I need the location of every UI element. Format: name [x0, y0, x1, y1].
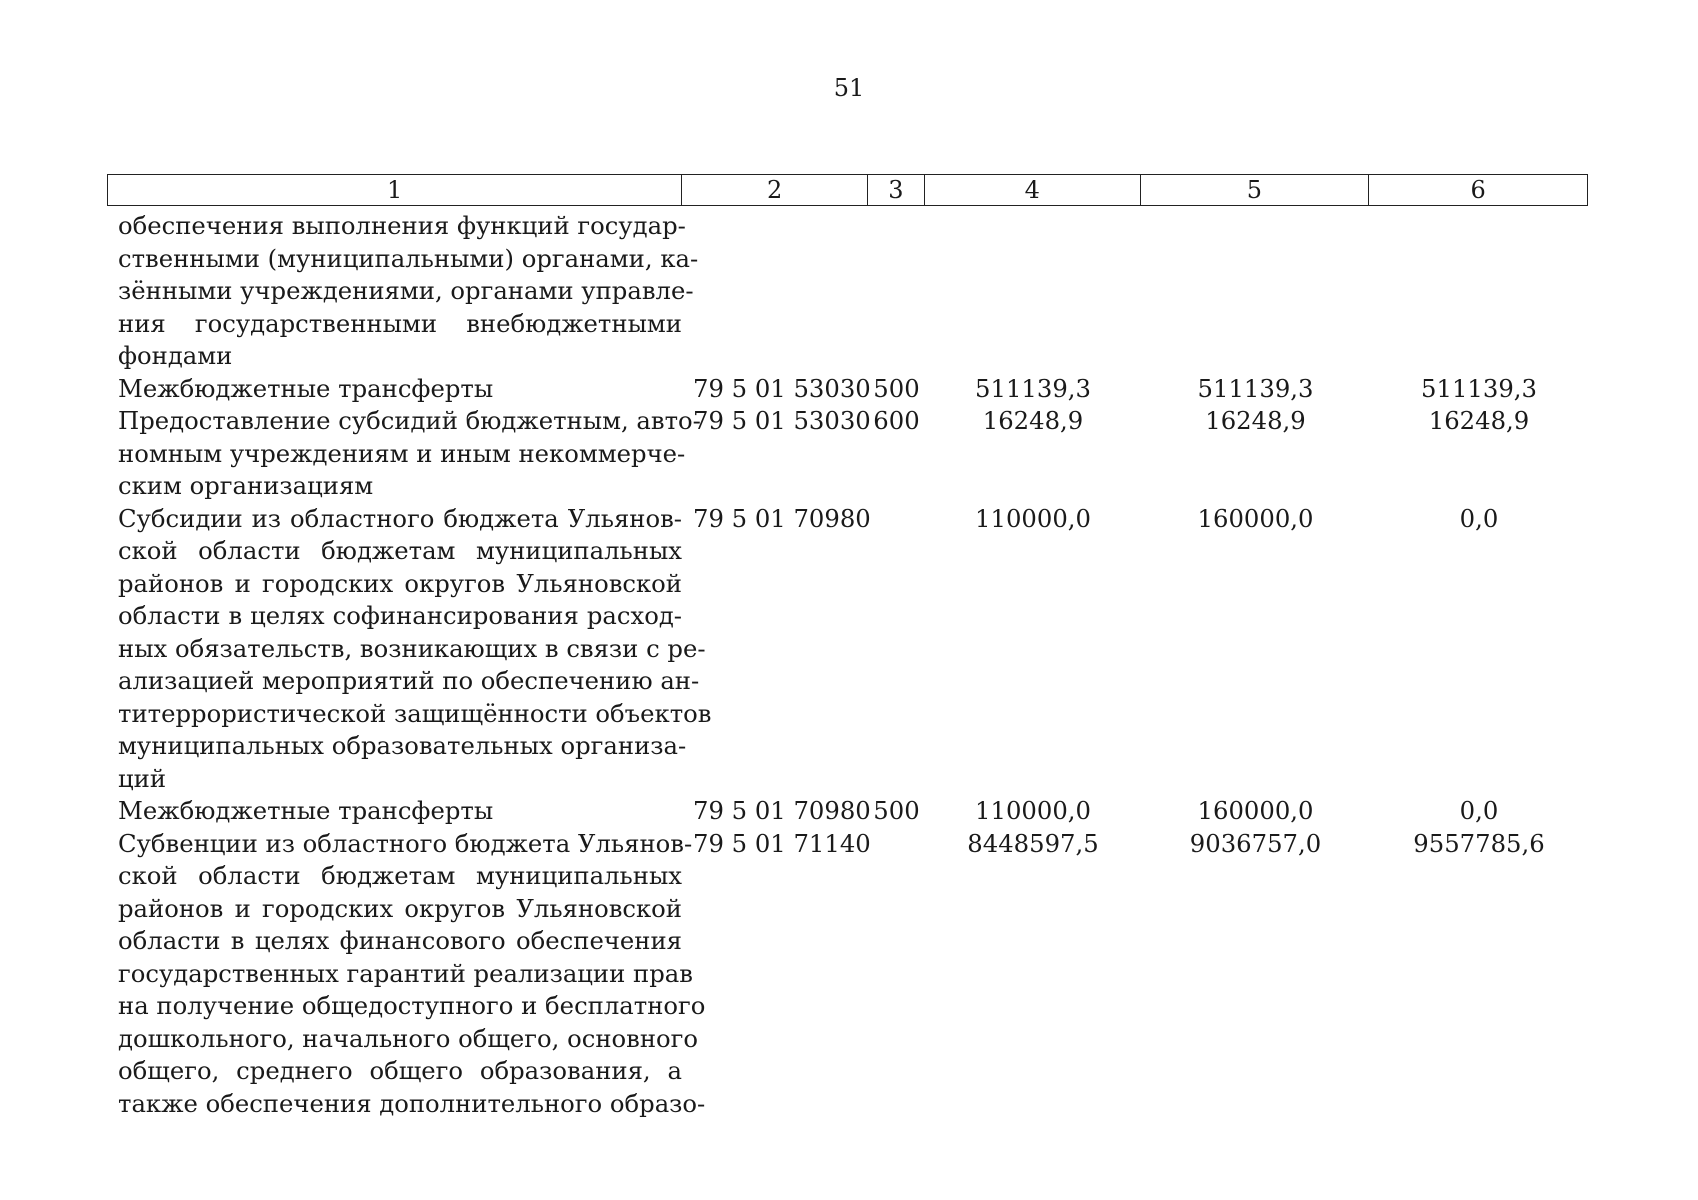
table-row	[107, 405, 1588, 503]
column-header-2: 2	[682, 175, 868, 205]
description-line: ской области бюджетам муниципальных	[118, 861, 682, 890]
table-header	[107, 174, 1588, 206]
description-line: ных обязательств, возникающих в связи с ре-	[118, 633, 706, 663]
expense-type-code: 500	[873, 373, 920, 403]
amount-col-4: 8448597,5	[967, 828, 1099, 858]
row-description	[107, 503, 712, 796]
amount-col-5: 160000,0	[1197, 503, 1314, 533]
target-article-code: 79 5 01 53030	[693, 406, 871, 435]
page-number: 51	[833, 74, 865, 102]
amount-col-5: 511139,3	[1197, 373, 1314, 403]
description-line: ализацией мероприятий по обеспечению ан-	[118, 666, 700, 695]
description-line: муниципальных образовательных организа-	[118, 731, 687, 760]
description-line: ния государственными внебюджетными	[118, 308, 682, 338]
row-description	[107, 405, 701, 503]
amount-col-6: 16248,9	[1428, 406, 1530, 435]
amount-col-6: 0,0	[1459, 796, 1499, 825]
expense-type-code: 600	[873, 406, 920, 435]
amount-col-6: 0,0	[1459, 503, 1499, 533]
description-line: ской области бюджетам муниципальных	[118, 536, 682, 565]
amount-col-5: 16248,9	[1205, 406, 1306, 435]
description-line: области в целях финансового обеспечения	[118, 926, 682, 955]
amount-col-4: 16248,9	[982, 406, 1084, 435]
description-line: Субсидии из областного бюджета Ульянов-	[118, 503, 682, 533]
table-row	[107, 210, 1588, 373]
description-line: государственных гарантий реализации прав	[118, 958, 693, 988]
amount-col-4: 110000,0	[975, 796, 1091, 825]
description-line: также обеспечения дополнительного образо-	[118, 1088, 706, 1118]
table-row	[107, 373, 1588, 406]
description-line: ственными (муниципальными) органами, ка-	[118, 243, 699, 273]
description-line: Предоставление субсидий бюджетным, авто-	[118, 406, 701, 435]
column-header-5: 5	[1141, 175, 1370, 205]
description-line: общего, среднего общего образования, а	[118, 1056, 682, 1085]
description-line: Межбюджетные трансферты	[118, 373, 494, 403]
amount-col-4: 110000,0	[975, 503, 1091, 533]
target-article-code: 79 5 01 71140	[693, 828, 871, 858]
table-row	[107, 503, 1588, 796]
description-line: фондами	[118, 341, 233, 370]
expense-type-code: 500	[873, 796, 920, 825]
table-body	[107, 210, 1588, 1120]
description-line: Субвенции из областного бюджета Ульянов-	[118, 828, 693, 858]
table-row	[107, 795, 1588, 828]
description-line: титеррористической защищённости объектов	[118, 698, 712, 728]
amount-col-5: 9036757,0	[1189, 828, 1322, 858]
description-line: номным учреждениям и иным некоммерче-	[118, 438, 686, 468]
description-line: ций	[118, 763, 167, 793]
row-description	[107, 795, 682, 828]
column-header-1: 1	[108, 175, 682, 205]
column-header-6: 6	[1470, 176, 1486, 204]
target-article-code: 79 5 01 70980	[693, 796, 871, 825]
column-header-4: 4	[925, 175, 1141, 205]
description-line: области в целях софинансирования расход-	[118, 601, 682, 630]
description-line: на получение общедоступного и бесплатного	[118, 991, 706, 1020]
description-line: дошкольного, начального общего, основного	[118, 1023, 699, 1053]
description-line: зёнными учреждениями, органами управле-	[118, 276, 694, 305]
column-header-3: 3	[868, 175, 925, 205]
row-description	[107, 373, 682, 406]
description-line: районов и городских округов Ульяновской	[118, 568, 682, 598]
amount-col-6: 511139,3	[1421, 373, 1537, 403]
description-line: Межбюджетные трансферты	[118, 796, 494, 825]
description-line: ским организациям	[118, 471, 374, 500]
amount-col-6: 9557785,6	[1413, 828, 1545, 858]
amount-col-5: 160000,0	[1197, 796, 1314, 825]
description-line: районов и городских округов Ульяновской	[118, 893, 682, 923]
row-description	[107, 828, 706, 1121]
description-line: обеспечения выполнения функций государ-	[118, 211, 686, 240]
target-article-code: 79 5 01 53030	[693, 373, 871, 403]
table-row	[107, 828, 1588, 1121]
row-description	[107, 210, 699, 373]
target-article-code: 79 5 01 70980	[693, 503, 871, 533]
amount-col-4: 511139,3	[975, 373, 1091, 403]
